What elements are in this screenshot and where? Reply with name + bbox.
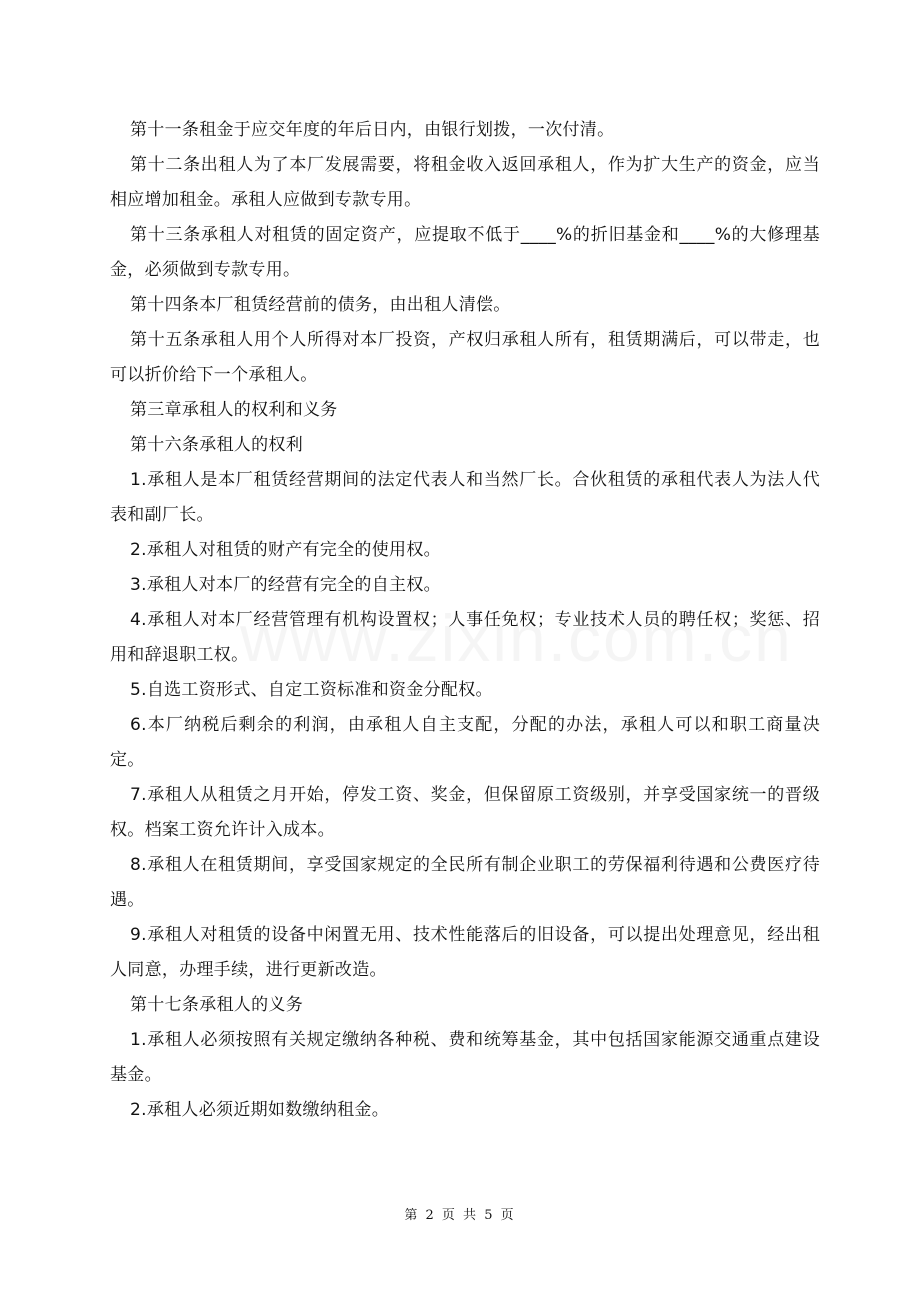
chapter-heading: 第三章承租人的权利和义务: [130, 400, 338, 420]
list-item-right-4: 4.承租人对本厂经营管理有机构设置权；人事任免权；专业技术人员的聘任权；奖惩、招用和辞退职工权。: [110, 610, 820, 665]
paragraph-article-14: 第十四条本厂租赁经营前的债务，由出租人清偿。: [130, 295, 511, 315]
list-item-right-6: 6.本厂纳税后剩余的利润，由承租人自主支配，分配的办法，承租人可以和职工商量决定。: [110, 715, 820, 770]
list-item-right-3: 3.承租人对本厂的经营有完全的自主权。: [130, 575, 441, 595]
page-number-footer: 第 2 页 共 5 页: [404, 1208, 516, 1223]
paragraph-article-12: 第十二条出租人为了本厂发展需要，将租金收入返回承租人，作为扩大生产的资金，应当相应增加租金。承租人应做到专款专用。: [110, 155, 820, 210]
section-heading-rights: 第十六条承租人的权利: [130, 435, 303, 455]
list-item-right-1: 1.承租人是本厂租赁经营期间的法定代表人和当然厂长。合伙租赁的承租代表人为法人代表和副厂长。: [110, 470, 820, 525]
list-item-duty-2: 2.承租人必须近期如数缴纳租金。: [130, 1100, 390, 1120]
list-item-right-2: 2.承租人对租赁的财产有完全的使用权。: [130, 540, 441, 560]
paragraph-article-13: 第十三条承租人对租赁的固定资产，应提取不低于____%的折旧基金和____%的大修理基金，必须做到专款专用。: [110, 225, 820, 280]
list-item-duty-1: 1.承租人必须按照有关规定缴纳各种税、费和统筹基金，其中包括国家能源交通重点建设基金。: [110, 1030, 820, 1085]
section-heading-duties: 第十七条承租人的义务: [130, 995, 303, 1015]
list-item-right-8: 8.承租人在租赁期间，享受国家规定的全民所有制企业职工的劳保福利待遇和公费医疗待遇。: [110, 855, 820, 910]
document-body: [110, 113, 820, 1128]
list-item-right-9: 9.承租人对租赁的设备中闲置无用、技术性能落后的旧设备，可以提出处理意见，经出租人同意，办理手续，进行更新改造。: [110, 925, 820, 980]
list-item-right-5: 5.自选工资形式、自定工资标准和资金分配权。: [130, 680, 493, 700]
paragraph-article-15: 第十五条承租人用个人所得对本厂投资，产权归承租人所有，租赁期满后，可以带走，也可以折价给下一个承租人。: [110, 330, 820, 385]
list-item-right-7: 7.承租人从租赁之月开始，停发工资、奖金，但保留原工资级别，并享受国家统一的晋级权。档案工资允许计入成本。: [110, 785, 820, 840]
paragraph-article-11: 第十一条租金于应交年度的年后日内，由银行划拨，一次付清。: [130, 120, 615, 140]
